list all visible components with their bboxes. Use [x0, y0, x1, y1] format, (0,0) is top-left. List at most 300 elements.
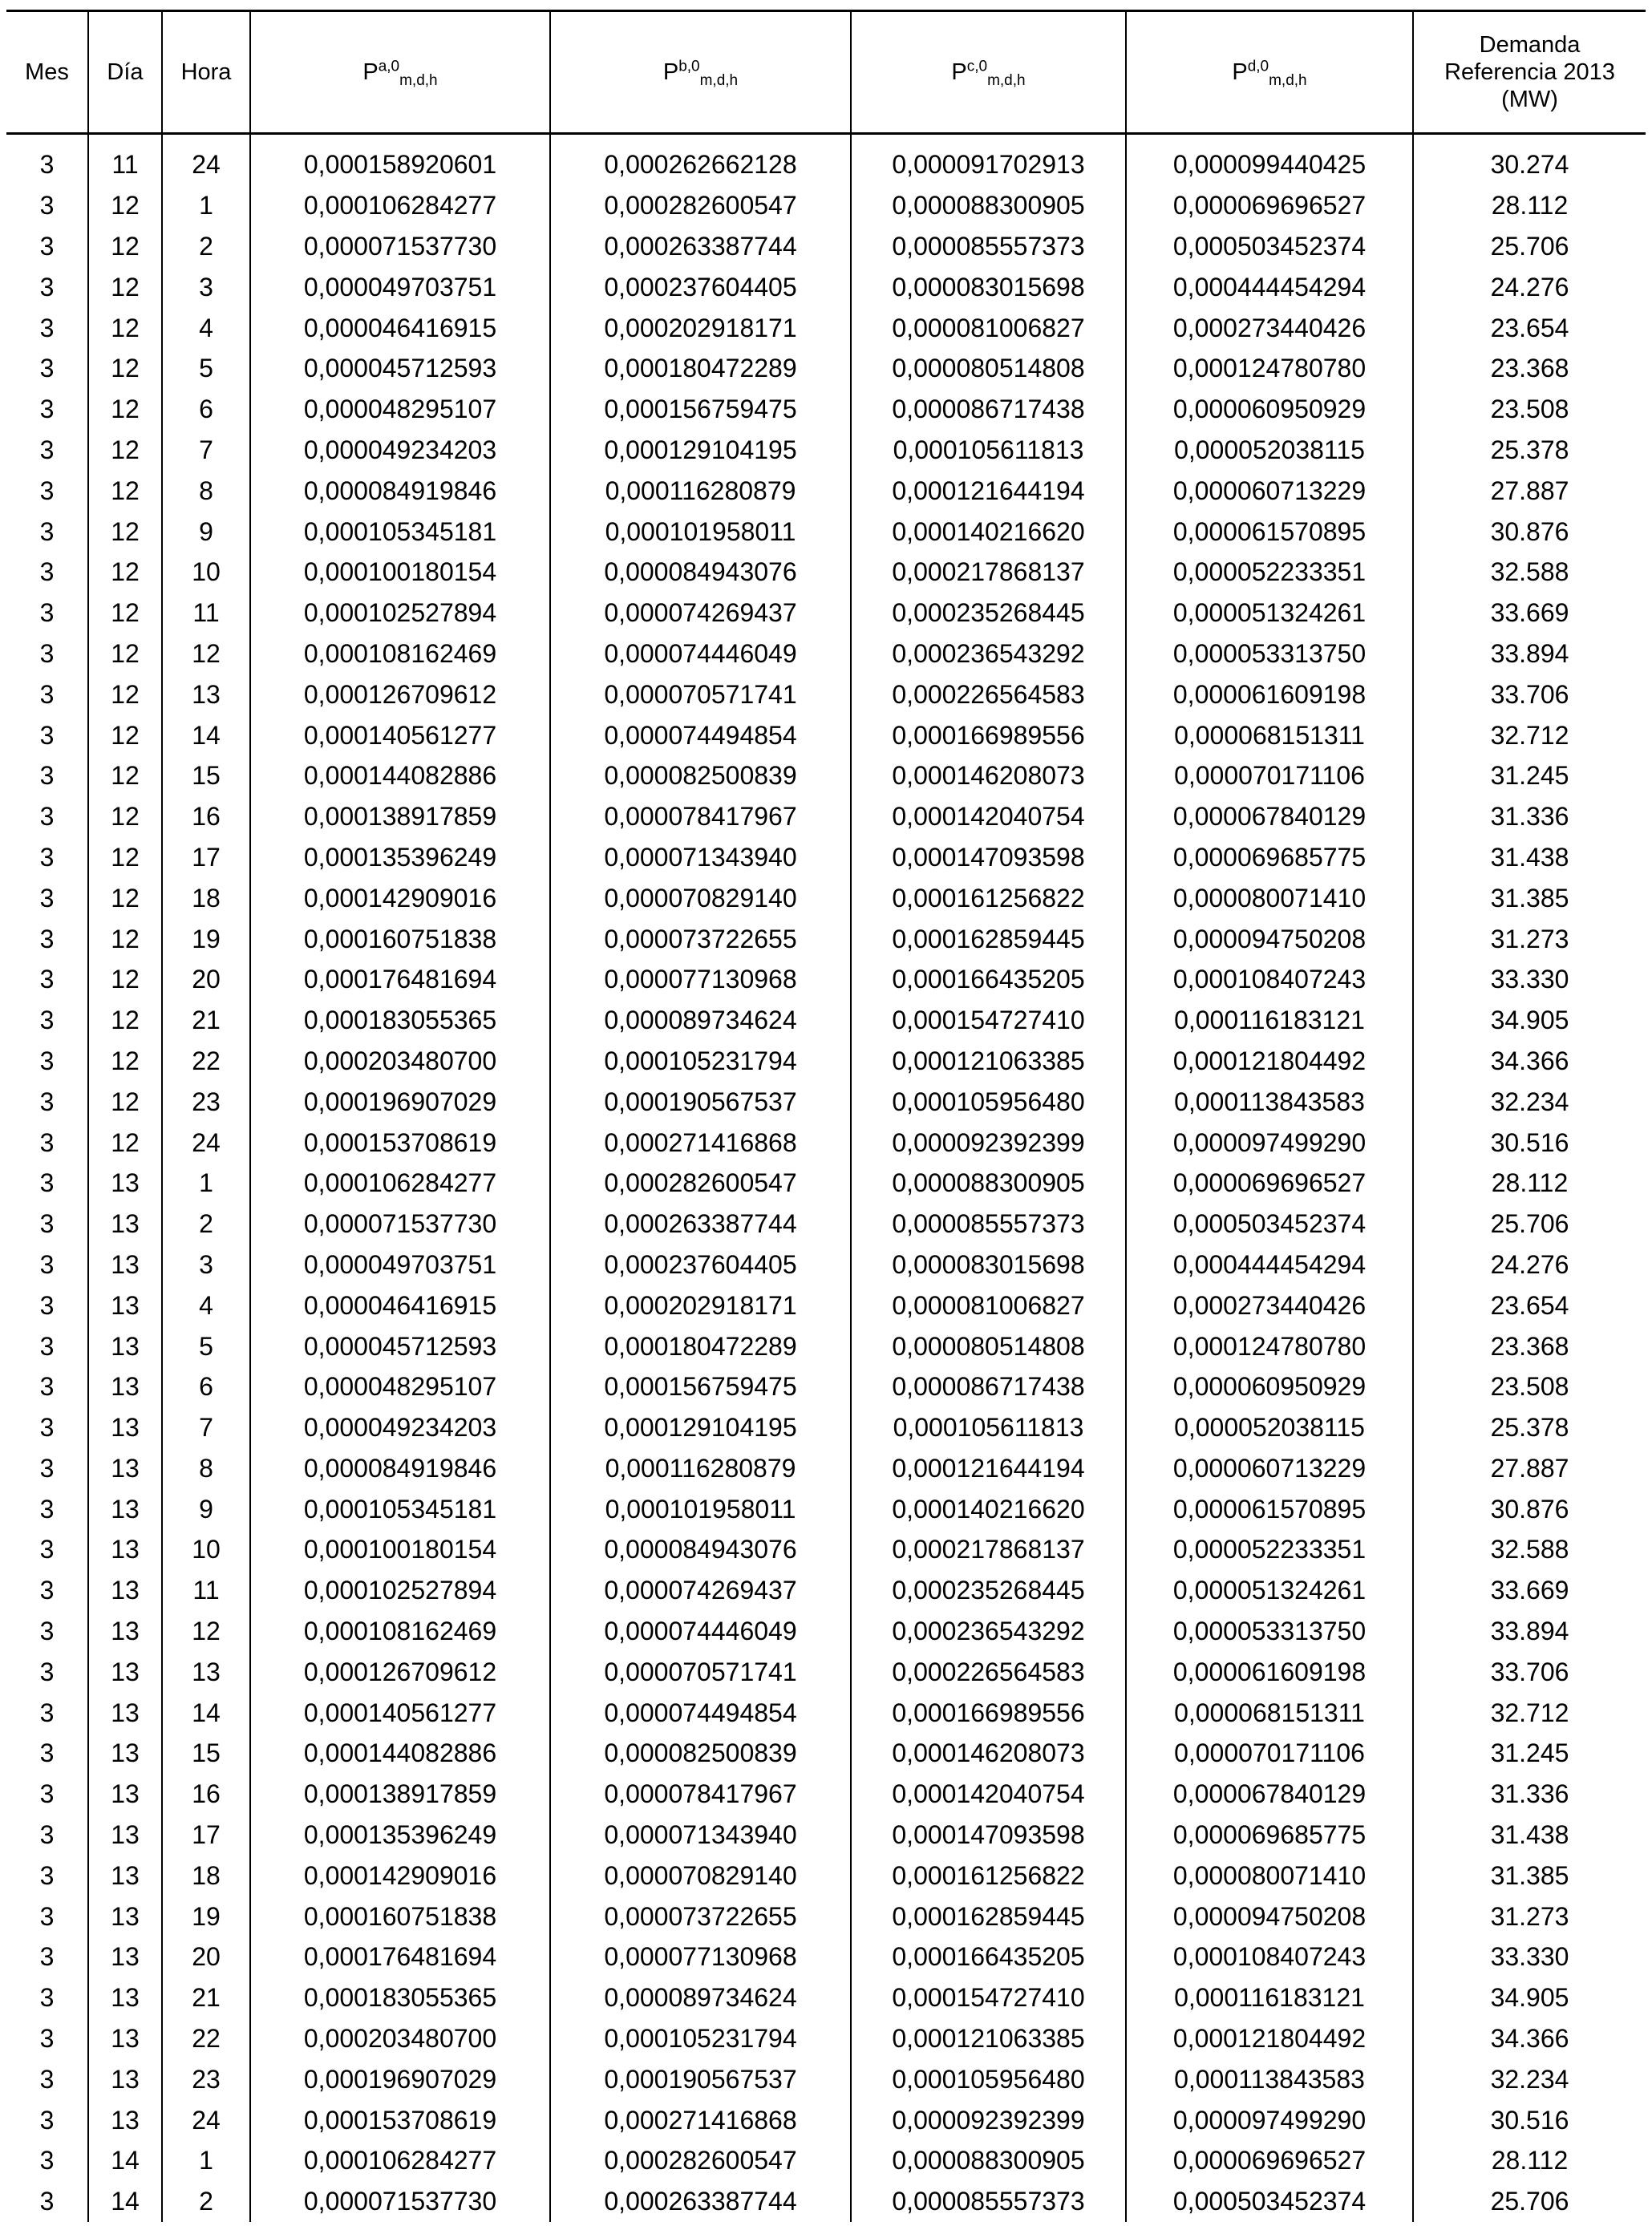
cell-dia: 12: [88, 674, 162, 714]
cell-demanda: 25.706: [1413, 226, 1646, 267]
cell-demanda: 31.438: [1413, 1815, 1646, 1856]
table-row: [6, 470, 1646, 511]
cell-demanda: 32.712: [1413, 1692, 1646, 1733]
cell-mes: 3: [6, 1325, 88, 1366]
cell-pb: 0,000082500839: [550, 755, 851, 796]
table-row: [6, 877, 1646, 918]
cell-dia: 12: [88, 918, 162, 959]
cell-demanda: 33.894: [1413, 633, 1646, 674]
cell-pb: 0,000074494854: [550, 714, 851, 755]
cell-demanda: 30.516: [1413, 2099, 1646, 2140]
cell-pb: 0,000070829140: [550, 1855, 851, 1896]
cell-pd: 0,000108407243: [1126, 959, 1413, 1000]
cell-hora: 17: [162, 1815, 250, 1856]
cell-pb: 0,000077130968: [550, 1937, 851, 1977]
cell-mes: 3: [6, 307, 88, 348]
cell-hora: 7: [162, 1407, 250, 1448]
cell-pa: 0,000100180154: [250, 552, 550, 593]
header-demanda-line3: (MW): [1501, 87, 1558, 112]
cell-pb: 0,000070571741: [550, 1651, 851, 1692]
cell-dia: 12: [88, 307, 162, 348]
cell-dia: 12: [88, 633, 162, 674]
cell-hora: 8: [162, 1448, 250, 1489]
cell-pd: 0,000273440426: [1126, 307, 1413, 348]
table-row: [6, 837, 1646, 878]
cell-mes: 3: [6, 389, 88, 430]
cell-pd: 0,000094750208: [1126, 1896, 1413, 1937]
cell-pd: 0,000121804492: [1126, 2018, 1413, 2059]
table-row: [6, 1692, 1646, 1733]
cell-dia: 13: [88, 1937, 162, 1977]
cell-demanda: 33.894: [1413, 1611, 1646, 1652]
cell-pd: 0,000503452374: [1126, 1204, 1413, 1245]
cell-mes: 3: [6, 1611, 88, 1652]
table-row: [6, 1651, 1646, 1692]
cell-demanda: 27.887: [1413, 470, 1646, 511]
cell-hora: 2: [162, 2181, 250, 2222]
table-header: [6, 11, 1646, 134]
table-row: [6, 1041, 1646, 1082]
cell-dia: 13: [88, 2018, 162, 2059]
cell-mes: 3: [6, 1692, 88, 1733]
cell-hora: 23: [162, 1081, 250, 1122]
header-pc-sub: m,d,h: [987, 71, 1026, 89]
cell-pa: 0,000106284277: [250, 1163, 550, 1204]
cell-pb: 0,000190567537: [550, 1081, 851, 1122]
cell-pa: 0,000102527894: [250, 593, 550, 633]
cell-mes: 3: [6, 1407, 88, 1448]
cell-pb: 0,000190567537: [550, 2058, 851, 2099]
cell-mes: 3: [6, 593, 88, 633]
cell-dia: 12: [88, 430, 162, 471]
cell-demanda: 32.234: [1413, 2058, 1646, 2099]
cell-mes: 3: [6, 796, 88, 837]
table-row: [6, 1285, 1646, 1325]
cell-dia: 12: [88, 185, 162, 226]
cell-pa: 0,000049234203: [250, 430, 550, 471]
cell-hora: 18: [162, 1855, 250, 1896]
cell-mes: 3: [6, 755, 88, 796]
header-demanda: [1413, 11, 1646, 134]
cell-pa: 0,000084919846: [250, 1448, 550, 1489]
cell-mes: 3: [6, 2140, 88, 2181]
cell-pc: 0,000086717438: [851, 389, 1126, 430]
header-pa-base: P: [362, 59, 379, 85]
cell-demanda: 30.876: [1413, 1488, 1646, 1529]
cell-pb: 0,000084943076: [550, 552, 851, 593]
table-row: [6, 2058, 1646, 2099]
cell-mes: 3: [6, 134, 88, 185]
cell-pa: 0,000049703751: [250, 1245, 550, 1285]
cell-pa: 0,000045712593: [250, 348, 550, 389]
cell-pc: 0,000236543292: [851, 633, 1126, 674]
cell-dia: 13: [88, 1855, 162, 1896]
cell-demanda: 25.378: [1413, 1407, 1646, 1448]
cell-dia: 13: [88, 1163, 162, 1204]
cell-pd: 0,000068151311: [1126, 714, 1413, 755]
cell-mes: 3: [6, 2058, 88, 2099]
cell-mes: 3: [6, 877, 88, 918]
cell-mes: 3: [6, 2018, 88, 2059]
table-row: [6, 1774, 1646, 1815]
cell-pd: 0,000067840129: [1126, 1774, 1413, 1815]
cell-pa: 0,000106284277: [250, 2140, 550, 2181]
cell-pd: 0,000080071410: [1126, 1855, 1413, 1896]
cell-dia: 13: [88, 1448, 162, 1489]
cell-dia: 12: [88, 796, 162, 837]
cell-pb: 0,000180472289: [550, 1325, 851, 1366]
cell-mes: 3: [6, 918, 88, 959]
cell-pa: 0,000140561277: [250, 1692, 550, 1733]
cell-demanda: 32.712: [1413, 714, 1646, 755]
cell-pb: 0,000071343940: [550, 837, 851, 878]
cell-hora: 1: [162, 185, 250, 226]
table-row: [6, 266, 1646, 307]
cell-pd: 0,000069696527: [1126, 1163, 1413, 1204]
cell-pa: 0,000100180154: [250, 1529, 550, 1570]
cell-pd: 0,000099440425: [1126, 134, 1413, 185]
cell-pa: 0,000138917859: [250, 796, 550, 837]
cell-pb: 0,000073722655: [550, 918, 851, 959]
cell-pc: 0,000162859445: [851, 918, 1126, 959]
cell-pc: 0,000091702913: [851, 134, 1126, 185]
cell-pd: 0,000061570895: [1126, 511, 1413, 552]
cell-hora: 4: [162, 307, 250, 348]
header-demanda-line1: Demanda: [1479, 32, 1581, 58]
cell-pb: 0,000116280879: [550, 470, 851, 511]
cell-dia: 13: [88, 1692, 162, 1733]
cell-pa: 0,000144082886: [250, 755, 550, 796]
header-hora: [162, 11, 250, 134]
cell-pa: 0,000105345181: [250, 1488, 550, 1529]
cell-pc: 0,000121644194: [851, 470, 1126, 511]
cell-dia: 12: [88, 389, 162, 430]
cell-hora: 6: [162, 389, 250, 430]
cell-pa: 0,000126709612: [250, 1651, 550, 1692]
cell-demanda: 23.368: [1413, 1325, 1646, 1366]
cell-pa: 0,000203480700: [250, 2018, 550, 2059]
cell-pc: 0,000105956480: [851, 2058, 1126, 2099]
table-row: [6, 1855, 1646, 1896]
cell-pd: 0,000070171106: [1126, 1733, 1413, 1774]
cell-pc: 0,000161256822: [851, 1855, 1126, 1896]
cell-demanda: 33.669: [1413, 593, 1646, 633]
cell-dia: 13: [88, 2058, 162, 2099]
cell-pa: 0,000046416915: [250, 1285, 550, 1325]
cell-pc: 0,000085557373: [851, 2181, 1126, 2222]
cell-demanda: 32.588: [1413, 552, 1646, 593]
table-row: [6, 226, 1646, 267]
cell-pb: 0,000070829140: [550, 877, 851, 918]
cell-pb: 0,000105231794: [550, 1041, 851, 1082]
cell-hora: 6: [162, 1366, 250, 1407]
cell-pc: 0,000105956480: [851, 1081, 1126, 1122]
table-row: [6, 185, 1646, 226]
table-row: [6, 1977, 1646, 2018]
table-row: [6, 1122, 1646, 1163]
cell-mes: 3: [6, 1000, 88, 1041]
cell-mes: 3: [6, 1774, 88, 1815]
cell-pc: 0,000147093598: [851, 837, 1126, 878]
cell-demanda: 31.336: [1413, 796, 1646, 837]
cell-pc: 0,000083015698: [851, 266, 1126, 307]
header-pb-sub: m,d,h: [699, 71, 739, 89]
cell-mes: 3: [6, 1448, 88, 1489]
cell-pb: 0,000105231794: [550, 2018, 851, 2059]
cell-pd: 0,000060950929: [1126, 389, 1413, 430]
cell-demanda: 23.508: [1413, 389, 1646, 430]
cell-pc: 0,000154727410: [851, 1000, 1126, 1041]
cell-pb: 0,000263387744: [550, 1204, 851, 1245]
cell-pb: 0,000263387744: [550, 2181, 851, 2222]
cell-hora: 22: [162, 1041, 250, 1082]
cell-pd: 0,000060950929: [1126, 1366, 1413, 1407]
cell-pb: 0,000282600547: [550, 1163, 851, 1204]
cell-pa: 0,000102527894: [250, 1570, 550, 1611]
cell-pa: 0,000126709612: [250, 674, 550, 714]
cell-mes: 3: [6, 511, 88, 552]
cell-pc: 0,000083015698: [851, 1245, 1126, 1285]
cell-hora: 24: [162, 134, 250, 185]
cell-pd: 0,000113843583: [1126, 1081, 1413, 1122]
cell-hora: 18: [162, 877, 250, 918]
cell-pa: 0,000140561277: [250, 714, 550, 755]
cell-mes: 3: [6, 1081, 88, 1122]
table-row: [6, 1081, 1646, 1122]
cell-demanda: 23.368: [1413, 348, 1646, 389]
cell-pd: 0,000094750208: [1126, 918, 1413, 959]
cell-pb: 0,000282600547: [550, 185, 851, 226]
cell-hora: 20: [162, 1937, 250, 1977]
cell-pa: 0,000106284277: [250, 185, 550, 226]
cell-mes: 3: [6, 1896, 88, 1937]
cell-mes: 3: [6, 1366, 88, 1407]
cell-dia: 13: [88, 1529, 162, 1570]
cell-dia: 13: [88, 1896, 162, 1937]
header-mes: [6, 11, 88, 134]
cell-pb: 0,000074269437: [550, 593, 851, 633]
cell-demanda: 23.508: [1413, 1366, 1646, 1407]
cell-mes: 3: [6, 266, 88, 307]
cell-pb: 0,000271416868: [550, 1122, 851, 1163]
table-row: [6, 714, 1646, 755]
table-row: [6, 796, 1646, 837]
table-row: [6, 1488, 1646, 1529]
table-row: [6, 2018, 1646, 2059]
cell-mes: 3: [6, 1529, 88, 1570]
cell-pc: 0,000121644194: [851, 1448, 1126, 1489]
cell-demanda: 33.330: [1413, 959, 1646, 1000]
cell-pb: 0,000180472289: [550, 348, 851, 389]
cell-hora: 14: [162, 714, 250, 755]
cell-pa: 0,000049703751: [250, 266, 550, 307]
cell-pa: 0,000084919846: [250, 470, 550, 511]
cell-dia: 12: [88, 1041, 162, 1082]
cell-pc: 0,000081006827: [851, 307, 1126, 348]
cell-pd: 0,000444454294: [1126, 266, 1413, 307]
cell-dia: 12: [88, 837, 162, 878]
cell-demanda: 32.588: [1413, 1529, 1646, 1570]
cell-hora: 1: [162, 2140, 250, 2181]
cell-hora: 8: [162, 470, 250, 511]
cell-pb: 0,000237604405: [550, 266, 851, 307]
table-row: [6, 511, 1646, 552]
cell-hora: 2: [162, 226, 250, 267]
cell-dia: 12: [88, 714, 162, 755]
cell-pa: 0,000176481694: [250, 959, 550, 1000]
table-row: [6, 389, 1646, 430]
cell-mes: 3: [6, 1122, 88, 1163]
cell-pd: 0,000503452374: [1126, 226, 1413, 267]
cell-pd: 0,000069685775: [1126, 837, 1413, 878]
cell-pc: 0,000121063385: [851, 2018, 1126, 2059]
cell-pa: 0,000048295107: [250, 389, 550, 430]
cell-pb: 0,000282600547: [550, 2140, 851, 2181]
cell-pc: 0,000085557373: [851, 226, 1126, 267]
cell-pc: 0,000217868137: [851, 1529, 1126, 1570]
cell-mes: 3: [6, 1733, 88, 1774]
cell-mes: 3: [6, 470, 88, 511]
cell-demanda: 30.516: [1413, 1122, 1646, 1163]
cell-pd: 0,000069696527: [1126, 185, 1413, 226]
header-pb-base: P: [662, 59, 679, 85]
cell-pb: 0,000074269437: [550, 1570, 851, 1611]
cell-hora: 9: [162, 1488, 250, 1529]
cell-demanda: 27.887: [1413, 1448, 1646, 1489]
cell-pd: 0,000053313750: [1126, 633, 1413, 674]
cell-pc: 0,000226564583: [851, 1651, 1126, 1692]
cell-pb: 0,000089734624: [550, 1977, 851, 2018]
cell-pd: 0,000113843583: [1126, 2058, 1413, 2099]
cell-pa: 0,000176481694: [250, 1937, 550, 1977]
cell-mes: 3: [6, 552, 88, 593]
cell-pc: 0,000080514808: [851, 348, 1126, 389]
cell-mes: 3: [6, 1163, 88, 1204]
cell-pc: 0,000236543292: [851, 1611, 1126, 1652]
cell-demanda: 33.706: [1413, 674, 1646, 714]
cell-pb: 0,000237604405: [550, 1245, 851, 1285]
cell-hora: 13: [162, 674, 250, 714]
cell-hora: 15: [162, 1733, 250, 1774]
cell-mes: 3: [6, 1937, 88, 1977]
cell-dia: 11: [88, 134, 162, 185]
cell-pc: 0,000080514808: [851, 1325, 1126, 1366]
cell-pd: 0,000061570895: [1126, 1488, 1413, 1529]
cell-demanda: 25.378: [1413, 430, 1646, 471]
table-row: [6, 1448, 1646, 1489]
header-pc-sup: c,0: [966, 58, 988, 75]
cell-hora: 23: [162, 2058, 250, 2099]
cell-pa: 0,000045712593: [250, 1325, 550, 1366]
header-mes-label: Mes: [25, 59, 69, 85]
table-row: [6, 1204, 1646, 1245]
cell-hora: 17: [162, 837, 250, 878]
cell-dia: 12: [88, 1122, 162, 1163]
cell-hora: 10: [162, 552, 250, 593]
cell-pa: 0,000049234203: [250, 1407, 550, 1448]
table-row: [6, 674, 1646, 714]
cell-mes: 3: [6, 1204, 88, 1245]
cell-dia: 12: [88, 266, 162, 307]
cell-pc: 0,000121063385: [851, 1041, 1126, 1082]
cell-pd: 0,000060713229: [1126, 470, 1413, 511]
cell-pa: 0,000046416915: [250, 307, 550, 348]
cell-pd: 0,000121804492: [1126, 1041, 1413, 1082]
cell-hora: 12: [162, 633, 250, 674]
cell-dia: 12: [88, 348, 162, 389]
cell-hora: 3: [162, 266, 250, 307]
cell-mes: 3: [6, 226, 88, 267]
cell-pc: 0,000142040754: [851, 1774, 1126, 1815]
header-row: [6, 11, 1646, 134]
cell-pc: 0,000161256822: [851, 877, 1126, 918]
cell-pa: 0,000144082886: [250, 1733, 550, 1774]
cell-demanda: 25.706: [1413, 1204, 1646, 1245]
table-row: [6, 430, 1646, 471]
cell-pb: 0,000116280879: [550, 1448, 851, 1489]
header-pa-sup: a,0: [378, 58, 400, 75]
cell-pb: 0,000129104195: [550, 430, 851, 471]
cell-demanda: 34.366: [1413, 2018, 1646, 2059]
cell-hora: 9: [162, 511, 250, 552]
cell-mes: 3: [6, 1977, 88, 2018]
cell-pa: 0,000160751838: [250, 918, 550, 959]
cell-hora: 20: [162, 959, 250, 1000]
cell-pd: 0,000273440426: [1126, 1285, 1413, 1325]
cell-pc: 0,000140216620: [851, 1488, 1126, 1529]
cell-dia: 13: [88, 1366, 162, 1407]
cell-hora: 5: [162, 1325, 250, 1366]
cell-dia: 12: [88, 1081, 162, 1122]
table-row: [6, 1529, 1646, 1570]
cell-pb: 0,000077130968: [550, 959, 851, 1000]
cell-pd: 0,000097499290: [1126, 2099, 1413, 2140]
cell-mes: 3: [6, 2181, 88, 2222]
cell-dia: 12: [88, 511, 162, 552]
cell-pa: 0,000160751838: [250, 1896, 550, 1937]
cell-pb: 0,000202918171: [550, 307, 851, 348]
cell-pc: 0,000235268445: [851, 1570, 1126, 1611]
cell-mes: 3: [6, 633, 88, 674]
cell-dia: 12: [88, 226, 162, 267]
cell-pc: 0,000146208073: [851, 1733, 1126, 1774]
cell-dia: 13: [88, 1774, 162, 1815]
cell-mes: 3: [6, 1285, 88, 1325]
header-pd-base: P: [1232, 59, 1248, 85]
cell-hora: 24: [162, 2099, 250, 2140]
cell-pb: 0,000263387744: [550, 226, 851, 267]
cell-hora: 3: [162, 1245, 250, 1285]
cell-pb: 0,000089734624: [550, 1000, 851, 1041]
cell-hora: 22: [162, 2018, 250, 2059]
table-row: [6, 1733, 1646, 1774]
cell-mes: 3: [6, 1570, 88, 1611]
cell-pc: 0,000086717438: [851, 1366, 1126, 1407]
cell-pa: 0,000135396249: [250, 1815, 550, 1856]
cell-pb: 0,000156759475: [550, 389, 851, 430]
cell-pd: 0,000444454294: [1126, 1245, 1413, 1285]
cell-demanda: 31.385: [1413, 1855, 1646, 1896]
cell-pc: 0,000088300905: [851, 185, 1126, 226]
cell-demanda: 33.706: [1413, 1651, 1646, 1692]
cell-dia: 12: [88, 470, 162, 511]
header-pb: [550, 11, 851, 134]
cell-dia: 12: [88, 755, 162, 796]
cell-pc: 0,000166989556: [851, 1692, 1126, 1733]
cell-pa: 0,000153708619: [250, 1122, 550, 1163]
cell-pa: 0,000158920601: [250, 134, 550, 185]
cell-pd: 0,000124780780: [1126, 1325, 1413, 1366]
